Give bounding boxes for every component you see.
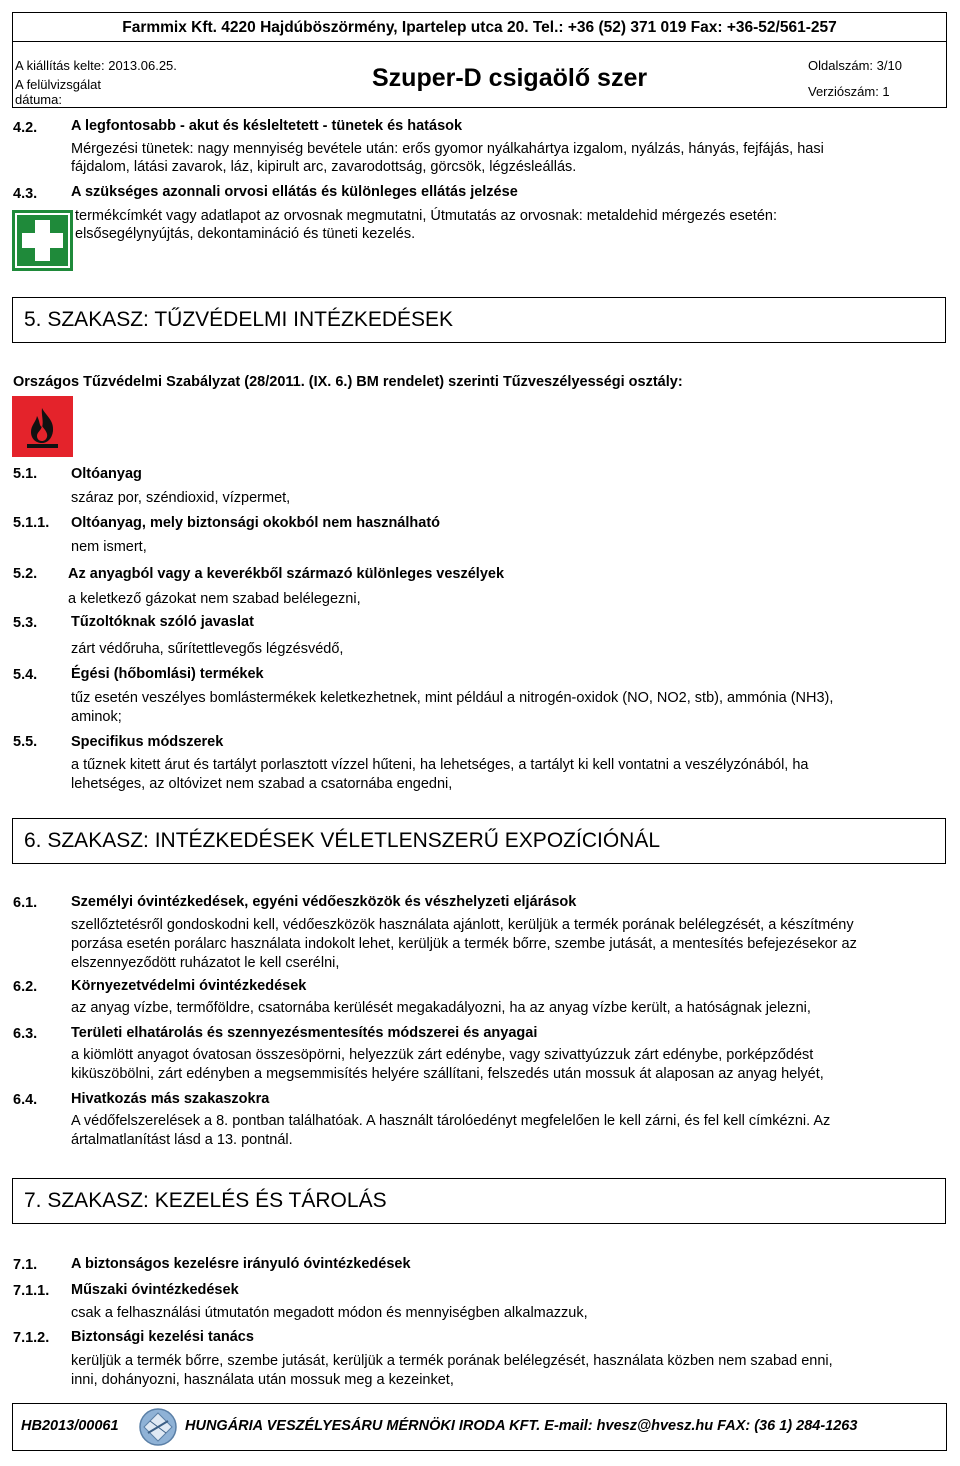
flammable-flame-icon (12, 396, 73, 457)
section-5-1-number: 5.1. (13, 466, 38, 482)
company-logo-icon (138, 1407, 178, 1447)
section-4-3-line2: elsősegélynyújtás, dekontamináció és tüneti kezelés. (75, 226, 416, 242)
section-5-1-1-title: Oltóanyag, mely biztonsági okokból nem használható (71, 515, 441, 531)
section-7-1-1-number: 7.1.1. (13, 1283, 50, 1299)
section-5-5-title: Specifikus módszerek (71, 734, 224, 750)
section-5-1-title: Oltóanyag (71, 466, 142, 482)
footer-contact: HUNGÁRIA VESZÉLYESÁRU MÉRNÖKI IRODA KFT. E-mail: hvesz@hvesz.hu FAX: (36 1) 284-1263 (185, 1418, 858, 1434)
section-7-1-2-line1: kerüljük a termék bőrre, szembe jutását, kerüljük a termék porának belélegzését, használata közben nem szabad enni, (71, 1353, 833, 1369)
section-6-1-line2: porzása esetén porálarc használata indokolt lehet, kerüljük a termék bőrre, szembe jutását, a mentesítés befejezésekor az (71, 936, 857, 952)
section-6-4-line1: A védőfelszerelések a 8. pontban találhatóak. A használt tárolóedényt megfelelően le kell zárni, és fel kell címkézni. Az (71, 1113, 831, 1129)
company-info: Farmmix Kft. 4220 Hajdúböszörmény, Ipartelep utca 20. Tel.: +36 (52) 371 019 Fax: +36-52/561-257 (122, 19, 837, 36)
section-6-1-title: Személyi óvintézkedések, egyéni védőeszközök és vészhelyzeti eljárások (71, 894, 577, 910)
version-number: Verziószám: 1 (808, 84, 890, 99)
section-7-1-1-text: csak a felhasználási útmutatón megadott módon és mennyiségben alkalmazzuk, (71, 1305, 588, 1321)
section-7-1-2-title: Biztonsági kezelési tanács (71, 1329, 254, 1345)
section-4-3-line1: termékcímkét vagy adatlapot az orvosnak megmutatni, Útmutatás az orvosnak: metaldehid mérgezés esetén: (75, 208, 777, 224)
section-5-1-text: száraz por, széndioxid, vízpermet, (71, 490, 291, 506)
section-7-1-2-number: 7.1.2. (13, 1330, 50, 1346)
section-6-3-title: Területi elhatárolás és szennyezésmentesítés módszerei és anyagai (71, 1025, 538, 1041)
section-5-2-title: Az anyagból vagy a keverékből származó különleges veszélyek (68, 566, 505, 582)
section-4-3-title: A szükséges azonnali orvosi ellátás és különleges ellátás jelzése (71, 184, 518, 200)
section-6-3-line2: kiküszöbölni, zárt edényben a megsemmisítés helyére szállítani, felszedés után mossuk át alaposan az anyag helyét, (71, 1066, 824, 1082)
review-label-2: dátuma: (15, 92, 62, 107)
section-5-1-1-text: nem ismert, (71, 539, 147, 555)
section-6-4-number: 6.4. (13, 1092, 38, 1108)
section-5-2-number: 5.2. (13, 566, 38, 582)
section-5-4-line1: tűz esetén veszélyes bomlástermékek keletkezhetnek, mint például a nitrogén-oxidok (NO, NO2, stb), ammónia (NH3), (71, 690, 834, 706)
section-6-4-title: Hivatkozás más szakaszokra (71, 1091, 270, 1107)
section-6-3-number: 6.3. (13, 1026, 38, 1042)
section-6-2-line1: az anyag vízbe, termőföldre, csatornába kerülését megakadályozni, ha az anyag vízbe került, a hatóságnak jelezni, (71, 1000, 811, 1016)
section-6-heading: 6. SZAKASZ: INTÉZKEDÉSEK VÉLETLENSZERŰ EXPOZÍCIÓNÁL (12, 818, 946, 864)
section-5-5-line1: a tűznek kitett árut és tartályt porlasztott vízzel hűteni, ha lehetséges, a tartályt ki kell vontatni a veszélyzónából, ha (71, 757, 809, 773)
section-5-3-number: 5.3. (13, 615, 38, 631)
product-title: Szuper-D csigaölő szer (372, 64, 648, 92)
section-5-3-text: zárt védőruha, sűrítettlevegős légzésvédő, (71, 641, 344, 657)
section-5-5-number: 5.5. (13, 734, 38, 750)
section-6-4-line2: ártalmatlanítást lásd a 13. pontnál. (71, 1132, 293, 1148)
section-6-2-number: 6.2. (13, 979, 38, 995)
section-7-1-number: 7.1. (13, 1257, 38, 1273)
section-5-4-title: Égési (hőbomlási) termékek (71, 666, 264, 682)
section-6-1-line3: elszennyeződött ruházatot le kell cserélni, (71, 955, 340, 971)
section-7-heading: 7. SZAKASZ: KEZELÉS ÉS TÁROLÁS (12, 1178, 946, 1224)
section-5-4-number: 5.4. (13, 667, 38, 683)
section-6-3-line1: a kiömlött anyagot óvatosan összesöpörni, helyezzük zárt edénybe, vagy szivattyúzzuk zárt edénybe, porképződést (71, 1047, 814, 1063)
footer-code: HB2013/00061 (21, 1418, 119, 1434)
section-5-3-title: Tűzoltóknak szóló javaslat (71, 614, 254, 630)
section-4-2-number: 4.2. (13, 120, 38, 136)
section-7-1-title: A biztonságos kezelésre irányuló óvintézkedések (71, 1256, 411, 1272)
fire-class-label: Országos Tűzvédelmi Szabályzat (28/2011. (IX. 6.) BM rendelet) szerinti Tűzveszélyességi osztály: (13, 374, 683, 390)
section-4-2-line1: Mérgezési tünetek: nagy mennyiség bevétele után: erős gyomor nyálkahártya izgalom, nyálzás, hányás, fejfájás, hasi (71, 141, 824, 157)
section-5-1-1-number: 5.1.1. (13, 515, 50, 531)
section-7-1-1-title: Műszaki óvintézkedések (71, 1282, 239, 1298)
section-4-2-line2: fájdalom, látási zavarok, láz, kipirult arc, zavarodottság, görcsök, légzésleállás. (71, 159, 577, 175)
section-7-1-2-line2: inni, dohányozni, használata után mossuk meg a kezeinket, (71, 1372, 454, 1388)
review-label-1: A felülvizsgálat (15, 77, 101, 92)
section-6-1-line1: szellőztetésről gondoskodni kell, védőeszközök használata ajánlott, kerüljük a termék porának belélegzését, a készítmény (71, 917, 854, 933)
section-4-3-number: 4.3. (13, 186, 38, 202)
section-5-heading: 5. SZAKASZ: TŰZVÉDELMI INTÉZKEDÉSEK (12, 297, 946, 343)
section-5-4-line2: aminok; (71, 709, 122, 725)
header-divider (13, 41, 946, 42)
section-4-2-title: A legfontosabb - akut és késleltetett - tünetek és hatások (71, 118, 463, 134)
section-5-2-text: a keletkező gázokat nem szabad belélegezni, (68, 591, 361, 607)
section-5-5-line2: lehetséges, az oltóvizet nem szabad a csatornába engedni, (71, 776, 453, 792)
section-6-1-number: 6.1. (13, 895, 38, 911)
footer-frame (12, 1403, 947, 1451)
issue-date: A kiállítás kelte: 2013.06.25. (15, 58, 177, 73)
section-6-2-title: Környezetvédelmi óvintézkedések (71, 978, 307, 994)
first-aid-cross-icon (12, 210, 73, 271)
page-number: Oldalszám: 3/10 (808, 58, 902, 73)
